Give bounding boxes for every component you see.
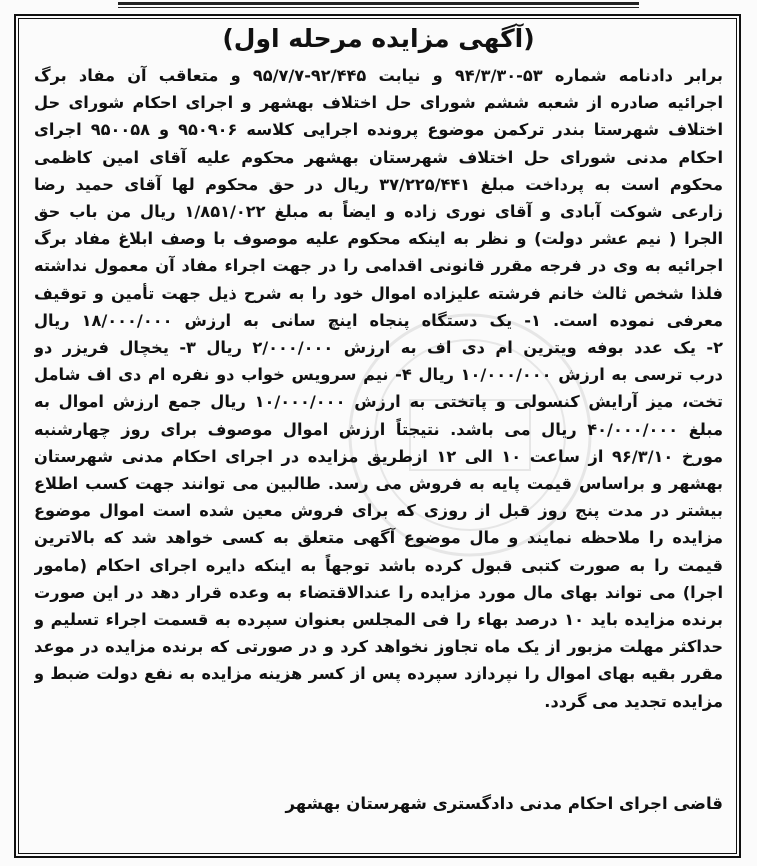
notice-line: مقرر بقیه بهای اموال را نپردازد سپرده پس از کسر هزینه مزایده به نفع دولت ضبط و (34, 664, 723, 684)
notice-line: فلذا شخص ثالث خانم فرشته علیزاده اموال خود را به شرح ذیل جهت تأمین و توقیف (34, 283, 723, 303)
notice-line: مبلغ ۴۰/۰۰۰/۰۰۰ ریال می باشد. نتیجتاً ارزش اموال موصوف برای روز چهارشنبه (34, 419, 723, 439)
notice-line: اجرائیه صادره از شعبه ششم شورای حل اختلاف بهشهر و اجرای احکام شورای حل (34, 93, 723, 113)
notice-line: احکام مدنی شورای حل اختلاف شهرستان بهشهر محکوم علیه آقای امین کاظمی (34, 147, 723, 167)
notice-line: درب ترسی به ارزش ۱۰/۰۰۰/۰۰۰ ریال ۴- نیم سرویس خواب دو نفره ام دی اف شامل (34, 365, 723, 385)
notice-line: برابر دادنامه شماره ۵۳-۹۴/۳/۳۰ و نیابت ۹۲/۴۴۵-۹۵/۷/۷ و متعاقب آن مفاد برگ (34, 66, 723, 85)
notice-body (34, 62, 723, 715)
notice-signature: قاضی اجرای احکام مدنی دادگستری شهرستان بهشهر (285, 794, 723, 813)
notice-line: زارعی شوکت آبادی و آقای نوری زاده و ایضاً به مبلغ ۱/۸۵۱/۰۲۲ ریال من باب حق (34, 202, 723, 222)
notice-line: مزایده را ملاحظه نمایند و مال موضوع آگهی متعلق به کسی خواهد شد که بالاترین (34, 528, 723, 548)
notice-line: بهشهر و براساس قیمت پایه به فروش می رسد. طالبین می توانند جهت کسب اطلاع (34, 474, 723, 494)
top-rule-thin (118, 7, 639, 8)
notice-line: تخت، میز آرایش کنسولی و پاتختی به ارزش ۱۰/۰۰۰/۰۰۰ ریال جمع ارزش اموال به (34, 392, 723, 412)
notice-line: مورخ ۹۶/۳/۱۰ از ساعت ۱۰ الی ۱۲ ازطریق مزایده در اجرای احکام مدنی شهرستان (34, 446, 723, 466)
notice-line: ۲- یک عدد بوفه ویترین ام دی اف به ارزش ۲/۰۰۰/۰۰۰ ریال ۳- یخچال فریزر دو (34, 338, 723, 358)
notice-line: محکوم است به پرداخت مبلغ ۳۷/۲۲۵/۴۴۱ ریال در حق محکوم لها آقای حمید رضا (34, 174, 723, 194)
notice-line: معرفی نموده است. ۱- یک دستگاه پنجاه اینچ سانی به ارزش ۱۸/۰۰۰/۰۰۰ ریال (34, 310, 723, 330)
notice-line: اجرا) می تواند بهای مال مورد مزایده را عندالاقتضاء به وعده قرار دهد در این صورت (34, 582, 723, 602)
notice-line: الجرا ( نیم عشر دولت) و نظر به اینکه محکوم علیه موصوف با وصف ابلاغ مفاد برگ (34, 229, 723, 249)
notice-line: اجرائیه به وی در فرجه مقرر قانونی اقدامی را در جهت اجراء مفاد آن معمول نداشته (34, 256, 723, 276)
notice-line: بیشتر در مدت پنج روز قبل از روزی که برای فروش معین شده است اموال موضوع (34, 501, 723, 521)
notice-line: قیمت را به صورت کتبی قبول کرده باشد توجهاً به اینکه دایره اجرای احکام (مامور (34, 555, 723, 575)
notice-title: (آگهی مزایده مرحله اول) (222, 24, 535, 53)
notice-line: اختلاف شهرستا بندر ترکمن موضوع پرونده اجرایی کلاسه ۹۵۰۹۰۶ و ۹۵۰۰۵۸ اجرای (34, 120, 723, 140)
notice-line: حداکثر مهلت مزبور از یک ماه تجاوز نخواهد کرد و در صورتی که برنده مزایده در موعد (34, 637, 723, 657)
notice-line: مزایده تجدید می گردد. (544, 691, 723, 711)
notice-line: برنده مزایده باید ۱۰ درصد بهاء را فی المجلس بعنوان سپرده به قسمت اجراء تسلیم و (34, 610, 723, 630)
top-rule (118, 2, 639, 5)
